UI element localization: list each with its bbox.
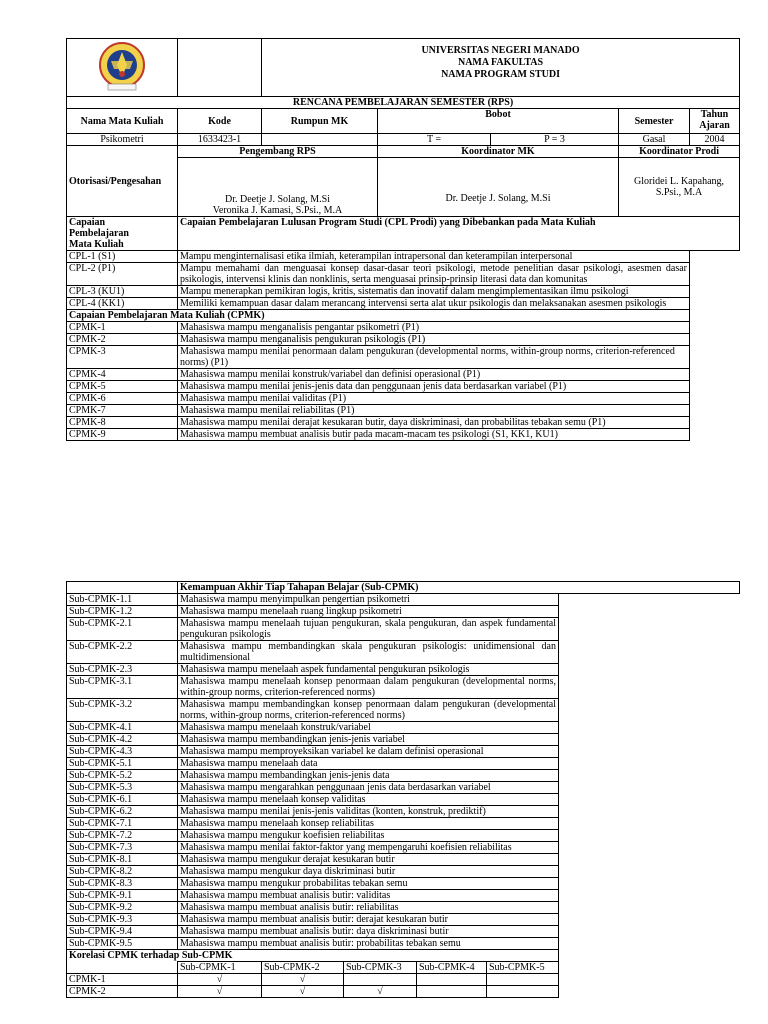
korelasi-check: √ xyxy=(262,974,344,986)
subcpmk-row xyxy=(67,878,740,890)
cpmk-row xyxy=(67,393,740,405)
cpmk-code: CPMK-6 xyxy=(67,393,178,405)
korelasi-row xyxy=(67,974,740,986)
faculty-name: NAMA FAKULTAS xyxy=(457,57,544,68)
pengembang-names xyxy=(178,158,378,217)
subcpmk-text: Mahasiswa mampu menelaah aspek fundamental pengukuran psikologis xyxy=(178,664,559,676)
korelasi-rows xyxy=(67,974,740,998)
subcpmk-code: Sub-CPMK-4.3 xyxy=(67,746,178,758)
subcpmk-text: Mahasiswa mampu membandingkan jenis-jenis data xyxy=(178,770,559,782)
cpmk-row xyxy=(67,322,740,334)
cpmk-code: CPMK-5 xyxy=(67,381,178,393)
subcpmk-code: Sub-CPMK-8.2 xyxy=(67,866,178,878)
subcpmk-code: Sub-CPMK-3.1 xyxy=(67,676,178,699)
document-title: RENCANA PEMBELAJARAN SEMESTER (RPS) xyxy=(67,97,740,109)
korelasi-check xyxy=(417,974,487,986)
subcpmk-row xyxy=(67,794,740,806)
col-rumpun-header: Rumpun MK xyxy=(262,109,378,134)
subcpmk-row xyxy=(67,664,740,676)
blank-header-cell xyxy=(178,39,262,97)
subcpmk-code: Sub-CPMK-7.2 xyxy=(67,830,178,842)
cpmk-text: Mahasiswa mampu membuat analisis butir pada macam-macam tes psikologi (S1, KK1, KU1) xyxy=(178,429,690,441)
subcpmk-code: Sub-CPMK-1.1 xyxy=(67,594,178,606)
korelasi-check: √ xyxy=(344,986,417,998)
subcpmk-code: Sub-CPMK-6.1 xyxy=(67,794,178,806)
subcpmk-text: Mahasiswa mampu menelaah ruang lingkup psikometri xyxy=(178,606,559,618)
subcpmk-code: Sub-CPMK-9.3 xyxy=(67,914,178,926)
rps-table xyxy=(66,38,740,441)
subcpmk-text: Mahasiswa mampu membandingkan skala pengukuran psikologis: unidimensional dan multidimensional xyxy=(178,641,559,664)
cpl-code: CPL-3 (KU1) xyxy=(67,286,178,298)
cpmk-row xyxy=(67,405,740,417)
subcpmk-code: Sub-CPMK-9.2 xyxy=(67,902,178,914)
course-name: Psikometri xyxy=(67,134,178,146)
subcpmk-code: Sub-CPMK-2.2 xyxy=(67,641,178,664)
cpl-code: CPL-4 (KK1) xyxy=(67,298,178,310)
course-semester: Gasal xyxy=(619,134,690,146)
korelasi-col-header: Sub-CPMK-1 xyxy=(178,962,262,974)
subcpmk-row xyxy=(67,722,740,734)
capaian-label: Capaian Pembelajaran Mata Kuliah xyxy=(67,217,178,251)
korelasi-check xyxy=(417,986,487,998)
subcpmk-text: Mahasiswa mampu menelaah konsep reliabilitas xyxy=(178,818,559,830)
korelasi-check: √ xyxy=(178,974,262,986)
subcpmk-code: Sub-CPMK-9.5 xyxy=(67,938,178,950)
cpmk-text: Mahasiswa mampu menilai reliabilitas (P1) xyxy=(178,405,690,417)
subcpmk-row xyxy=(67,890,740,902)
subcpmk-text: Mahasiswa mampu menelaah konsep validitas xyxy=(178,794,559,806)
koordinator-prodi-name: Gloridei L. Kapahang, S.Psi., M.A xyxy=(619,158,740,217)
subcpmk-text: Mahasiswa mampu mengukur koefisien reliabilitas xyxy=(178,830,559,842)
subcpmk-heading: Kemampuan Akhir Tiap Tahapan Belajar (Sub-CPMK) xyxy=(178,582,740,594)
subcpmk-row xyxy=(67,746,740,758)
subcpmk-code: Sub-CPMK-8.1 xyxy=(67,854,178,866)
koordinator-mk-name: Dr. Deetje J. Solang, M.Si xyxy=(378,158,619,217)
korelasi-corner xyxy=(67,962,178,974)
cpmk-text: Mahasiswa mampu menilai konstruk/variabel dan definisi operasional (P1) xyxy=(178,369,690,381)
subcpmk-text: Mahasiswa mampu membuat analisis butir: reliabilitas xyxy=(178,902,559,914)
subcpmk-code: Sub-CPMK-5.3 xyxy=(67,782,178,794)
korelasi-check xyxy=(344,974,417,986)
pengembang-2: Veronika J. Kamasi, S.Psi., M.A xyxy=(212,205,343,216)
subcpmk-row xyxy=(67,902,740,914)
subcpmk-row xyxy=(67,676,740,699)
subcpmk-text: Mahasiswa mampu mengukur derajat kesukaran butir xyxy=(178,854,559,866)
cpl-code: CPL-2 (P1) xyxy=(67,263,178,286)
cpmk-row xyxy=(67,334,740,346)
subcpmk-list xyxy=(67,594,740,950)
col-semester-header: Semester xyxy=(619,109,690,134)
cpl-row xyxy=(67,263,740,286)
subcpmk-row xyxy=(67,606,740,618)
pengembang-1: Dr. Deetje J. Solang, M.Si xyxy=(225,194,330,205)
subcpmk-row xyxy=(67,854,740,866)
cpmk-text: Mahasiswa mampu menilai penormaan dalam pengukuran (developmental norms, within-group norms, criterion-referenced norms) (P1) xyxy=(178,346,690,369)
cpl-heading: Capaian Pembelajaran Lulusan Program Studi (CPL Prodi) yang Dibebankan pada Mata Kuliah xyxy=(178,217,740,251)
col-tahun-header: Tahun Ajaran xyxy=(690,109,740,134)
subcpmk-code: Sub-CPMK-7.1 xyxy=(67,818,178,830)
cpmk-code: CPMK-9 xyxy=(67,429,178,441)
cpmk-row xyxy=(67,346,740,369)
logo-cell xyxy=(67,39,178,97)
cpmk-text: Mahasiswa mampu menilai validitas (P1) xyxy=(178,393,690,405)
subcpmk-text: Mahasiswa mampu mengarahkan penggunaan jenis data berdasarkan variabel xyxy=(178,782,559,794)
cpmk-row xyxy=(67,429,740,441)
subcpmk-code: Sub-CPMK-9.4 xyxy=(67,926,178,938)
cpl-list xyxy=(67,251,740,310)
subcpmk-code: Sub-CPMK-2.1 xyxy=(67,618,178,641)
subcpmk-label-cell xyxy=(67,582,178,594)
subcpmk-text: Mahasiswa mampu membandingkan jenis-jenis variabel xyxy=(178,734,559,746)
koordinator-mk-header: Koordinator MK xyxy=(378,146,619,158)
cpmk-code: CPMK-2 xyxy=(67,334,178,346)
subcpmk-row xyxy=(67,926,740,938)
subcpmk-row xyxy=(67,770,740,782)
subcpmk-code: Sub-CPMK-3.2 xyxy=(67,699,178,722)
cpmk-text: Mahasiswa mampu menilai jenis-jenis data dan penggunaan jenis data berdasarkan variabel (P1) xyxy=(178,381,690,393)
subcpmk-text: Mahasiswa mampu membuat analisis butir: validitas xyxy=(178,890,559,902)
subcpmk-row xyxy=(67,618,740,641)
korelasi-cpmk-code: CPMK-2 xyxy=(67,986,178,998)
col-nama-header: Nama Mata Kuliah xyxy=(67,109,178,134)
subcpmk-text: Mahasiswa mampu membuat analisis butir: daya diskriminasi butir xyxy=(178,926,559,938)
cpmk-code: CPMK-8 xyxy=(67,417,178,429)
subcpmk-text: Mahasiswa mampu menelaah konstruk/variabel xyxy=(178,722,559,734)
korelasi-col-header: Sub-CPMK-3 xyxy=(344,962,417,974)
cpl-row xyxy=(67,286,740,298)
korelasi-col-header: Sub-CPMK-4 xyxy=(417,962,487,974)
col-bobot-header: Bobot xyxy=(378,109,619,134)
korelasi-check xyxy=(487,974,559,986)
subcpmk-text: Mahasiswa mampu memproyeksikan variabel ke dalam definisi operasional xyxy=(178,746,559,758)
subcpmk-row xyxy=(67,938,740,950)
course-code: 1633423-1 xyxy=(178,134,262,146)
subcpmk-row xyxy=(67,866,740,878)
cpmk-code: CPMK-4 xyxy=(67,369,178,381)
cpl-text: Memiliki kemampuan dasar dalam merancang intervensi serta alat ukur psikologis dan melaksanakan asesmen psikologis xyxy=(178,298,690,310)
subcpmk-text: Mahasiswa mampu menelaah data xyxy=(178,758,559,770)
korelasi-check: √ xyxy=(178,986,262,998)
subcpmk-text: Mahasiswa mampu menilai jenis-jenis validitas (konten, konstruk, prediktif) xyxy=(178,806,559,818)
subcpmk-row xyxy=(67,914,740,926)
korelasi-row xyxy=(67,986,740,998)
bobot-t: T = xyxy=(378,134,491,146)
subcpmk-table xyxy=(66,581,740,998)
cpmk-row xyxy=(67,381,740,393)
koordinator-prodi-header: Koordinator Prodi xyxy=(619,146,740,158)
cpmk-list xyxy=(67,322,740,441)
university-name: UNIVERSITAS NEGERI MANADO xyxy=(421,45,580,56)
cpl-text: Mampu menerapkan pemikiran logis, kritis, sistematis dan inovatif dalam mengimplementasikan ilmu psikologi xyxy=(178,286,690,298)
korelasi-header-row xyxy=(67,962,740,974)
subcpmk-text: Mahasiswa mampu menyimpulkan pengertian psikometri xyxy=(178,594,559,606)
cpmk-code: CPMK-1 xyxy=(67,322,178,334)
subcpmk-row xyxy=(67,806,740,818)
subcpmk-row xyxy=(67,818,740,830)
subcpmk-row xyxy=(67,842,740,854)
subcpmk-code: Sub-CPMK-2.3 xyxy=(67,664,178,676)
cpl-text: Mampu memahami dan menguasai konsep dasar-dasar teori psikologi, metode penelitian dasar psikologi, asesmen dasar psikologis, intervensi klinis dan nonklinis, serta menguasai prinsip-prinsip literasi data dan komunitas xyxy=(178,263,690,286)
subcpmk-code: Sub-CPMK-4.2 xyxy=(67,734,178,746)
cpmk-code: CPMK-3 xyxy=(67,346,178,369)
cpmk-code: CPMK-7 xyxy=(67,405,178,417)
cpmk-heading: Capaian Pembelajaran Mata Kuliah (CPMK) xyxy=(67,310,690,322)
korelasi-check: √ xyxy=(262,986,344,998)
subcpmk-text: Mahasiswa mampu membandingkan konsep penormaan dalam pengukuran (developmental norms, within-group norms, criterion-referenced norms) xyxy=(178,699,559,722)
korelasi-col-header: Sub-CPMK-2 xyxy=(262,962,344,974)
subcpmk-code: Sub-CPMK-9.1 xyxy=(67,890,178,902)
korelasi-check xyxy=(487,986,559,998)
subcpmk-code: Sub-CPMK-8.3 xyxy=(67,878,178,890)
cpmk-text: Mahasiswa mampu menganalisis pengukuran psikologis (P1) xyxy=(178,334,690,346)
subcpmk-text: Mahasiswa mampu menelaah tujuan pengukuran, skala pengukuran, dan aspek fundamental pengukuran psikologis xyxy=(178,618,559,641)
subcpmk-row xyxy=(67,594,740,606)
subcpmk-code: Sub-CPMK-5.1 xyxy=(67,758,178,770)
bobot-p: P = 3 xyxy=(491,134,619,146)
subcpmk-row xyxy=(67,758,740,770)
university-logo xyxy=(92,39,152,93)
subcpmk-row xyxy=(67,734,740,746)
otorisasi-label: Otorisasi/Pengesahan xyxy=(67,146,178,217)
subcpmk-text: Mahasiswa mampu mengukur daya diskriminasi butir xyxy=(178,866,559,878)
course-year: 2004 xyxy=(690,134,740,146)
subcpmk-text: Mahasiswa mampu membuat analisis butir: derajat kesukaran butir xyxy=(178,914,559,926)
pengembang-header: Pengembang RPS xyxy=(178,146,378,158)
cpmk-row xyxy=(67,417,740,429)
subcpmk-code: Sub-CPMK-1.2 xyxy=(67,606,178,618)
subcpmk-text: Mahasiswa mampu membuat analisis butir: probabilitas tebakan semu xyxy=(178,938,559,950)
subcpmk-text: Mahasiswa mampu menelaah konsep penormaan dalam pengukuran (developmental norms, within-group norms, criterion-referenced norms) xyxy=(178,676,559,699)
subcpmk-code: Sub-CPMK-4.1 xyxy=(67,722,178,734)
program-name: NAMA PROGRAM STUDI xyxy=(441,69,560,80)
col-kode-header: Kode xyxy=(178,109,262,134)
subcpmk-row xyxy=(67,782,740,794)
cpmk-text: Mahasiswa mampu menganalisis pengantar psikometri (P1) xyxy=(178,322,690,334)
korelasi-heading: Korelasi CPMK terhadap Sub-CPMK xyxy=(67,950,559,962)
subcpmk-code: Sub-CPMK-6.2 xyxy=(67,806,178,818)
cpl-row xyxy=(67,251,740,263)
cpmk-row xyxy=(67,369,740,381)
subcpmk-row xyxy=(67,830,740,842)
subcpmk-text: Mahasiswa mampu mengukur probabilitas tebakan semu xyxy=(178,878,559,890)
subcpmk-row xyxy=(67,641,740,664)
subcpmk-row xyxy=(67,699,740,722)
subcpmk-code: Sub-CPMK-7.3 xyxy=(67,842,178,854)
subcpmk-text: Mahasiswa mampu menilai faktor-faktor yang mempengaruhi koefisien reliabilitas xyxy=(178,842,559,854)
cpl-row xyxy=(67,298,740,310)
cpl-text: Mampu menginternalisasi etika ilmiah, keterampilan intrapersonal dan keterampilan interpersonal xyxy=(178,251,690,263)
korelasi-col-header: Sub-CPMK-5 xyxy=(487,962,559,974)
subcpmk-code: Sub-CPMK-5.2 xyxy=(67,770,178,782)
course-rumpun xyxy=(262,134,378,146)
cpmk-text: Mahasiswa mampu menilai derajat kesukaran butir, daya diskriminasi, dan probabilitas tebakan semu (P1) xyxy=(178,417,690,429)
institution-block xyxy=(262,39,740,97)
korelasi-cpmk-code: CPMK-1 xyxy=(67,974,178,986)
cpl-code: CPL-1 (S1) xyxy=(67,251,178,263)
